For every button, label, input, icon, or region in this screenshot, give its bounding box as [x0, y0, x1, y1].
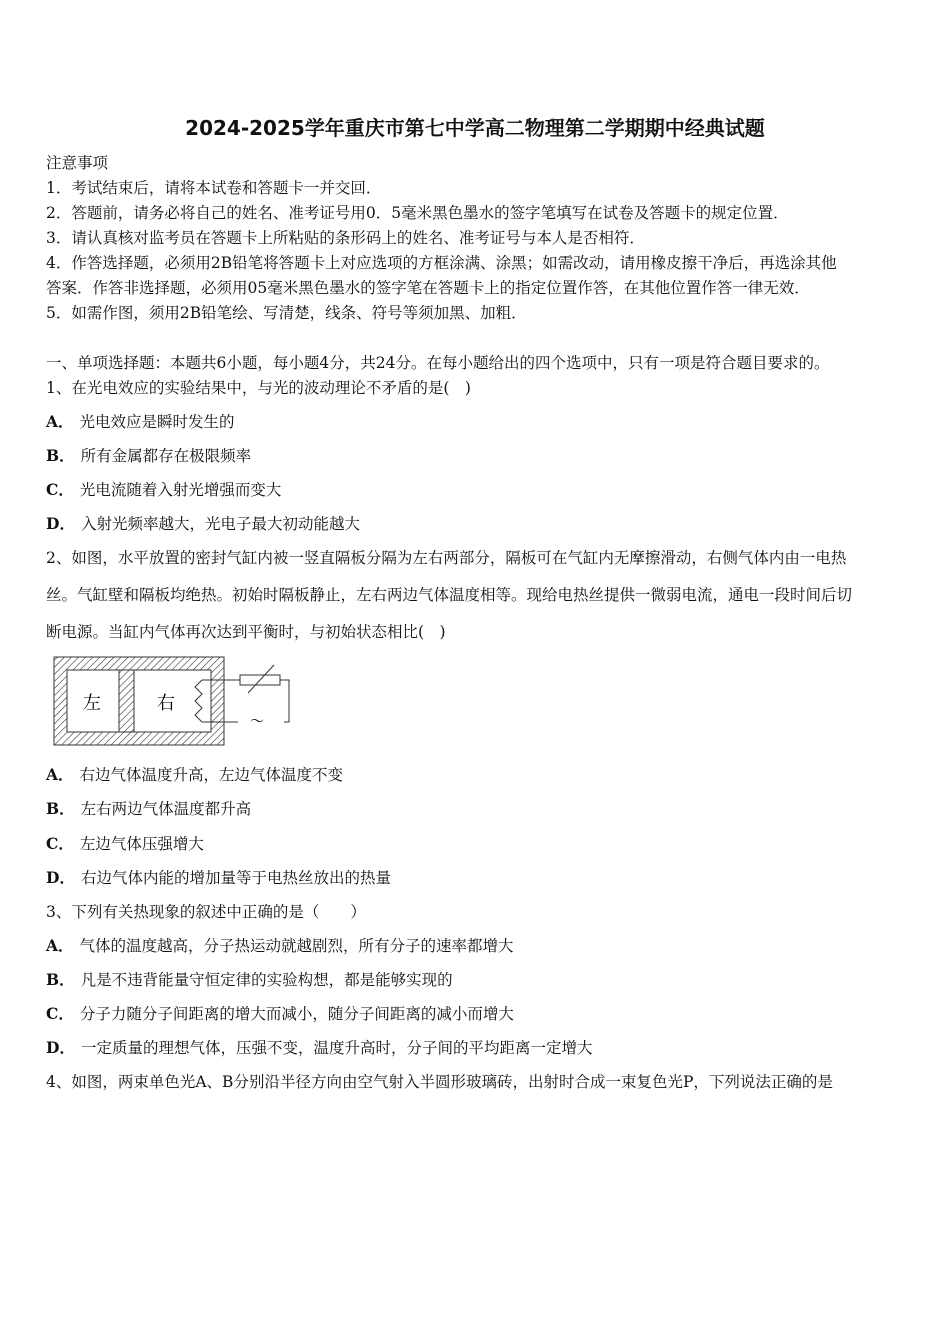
option-text: 入射光频率越大，光电子最大初动能越大 — [80, 515, 360, 533]
option-key: C． — [46, 1004, 74, 1023]
option-text: 所有金属都存在极限频率 — [80, 447, 252, 465]
option-text: 凡是不违背能量守恒定律的实验构想，都是能够实现的 — [80, 971, 453, 989]
question-2-stem: 丝。气缸壁和隔板均绝热。初始时隔板静止，左右两边气体温度相等。现给电热丝提供一微弱电流，通电一段时间后切 — [46, 586, 853, 604]
option-text: 右边气体内能的增加量等于电热丝放出的热量 — [80, 869, 391, 887]
q3-option-c — [46, 1002, 514, 1024]
cylinder-diagram — [52, 655, 302, 750]
option-text: 分子力随分子间距离的增大而减小，随分子间距离的减小而增大 — [79, 1005, 514, 1023]
question-1-stem: 1、在光电效应的实验结果中，与光的波动理论不矛盾的是( ) — [46, 379, 471, 397]
q2-option-b — [46, 797, 251, 819]
q2-option-c — [46, 832, 204, 854]
notice-item: 2．答题前，请务必将自己的姓名、准考证号用0．5毫米黑色墨水的签字笔填写在试卷及答题卡的规定位置． — [46, 204, 789, 222]
option-text: 气体的温度越高，分子热运动就越剧烈，所有分子的速率都增大 — [79, 937, 514, 955]
q1-option-b — [46, 444, 251, 466]
q3-option-a — [46, 934, 514, 956]
q2-option-a — [46, 763, 343, 785]
option-text: 右边气体温度升高，左边气体温度不变 — [79, 766, 344, 784]
option-key: D． — [46, 1038, 75, 1057]
q1-option-d — [46, 512, 360, 534]
question-2-stem: 2、如图，水平放置的密封气缸内被一竖直隔板分隔为左右两部分，隔板可在气缸内无摩擦滑动，右侧气体内由一电热 — [46, 549, 847, 567]
partition — [119, 670, 134, 732]
option-text: 光电效应是瞬时发生的 — [79, 413, 235, 431]
option-key: B． — [46, 970, 75, 989]
notice-item: 3．请认真核对监考员在答题卡上所粘贴的条形码上的姓名、准考证号与本人是否相符． — [46, 229, 645, 247]
q1-option-c — [46, 478, 281, 500]
q1-option-a — [46, 410, 235, 432]
option-key: B． — [46, 799, 75, 818]
notice-item: 1．考试结束后，请将本试卷和答题卡一并交回． — [46, 179, 382, 197]
page-title: 2024-2025学年重庆市第七中学高二物理第二学期期中经典试题 — [185, 116, 765, 140]
option-key: A． — [46, 936, 74, 955]
question-3-stem: 3、下列有关热现象的叙述中正确的是（ ） — [46, 903, 366, 921]
notice-item: 5．如需作图，须用2B铅笔绘、写清楚，线条、符号等须加黑、加粗． — [46, 304, 527, 322]
option-key: A． — [46, 412, 74, 431]
option-text: 左边气体压强增大 — [79, 835, 204, 853]
notice-heading: 注意事项 — [46, 154, 109, 172]
option-key: A． — [46, 765, 74, 784]
option-key: D． — [46, 868, 75, 887]
option-key: C． — [46, 834, 74, 853]
section-heading: 一、单项选择题：本题共6小题，每小题4分，共24分。在每小题给出的四个选项中，只有一项是符合题目要求的。 — [46, 354, 830, 372]
q3-option-d — [46, 1036, 592, 1058]
ac-source-icon: ～ — [250, 714, 264, 730]
q2-option-d — [46, 866, 391, 888]
option-key: D． — [46, 514, 75, 533]
option-text: 光电流随着入射光增强而变大 — [79, 481, 282, 499]
option-key: C． — [46, 480, 74, 499]
question-4-stem: 4、如图，两束单色光A、B分别沿半径方向由空气射入半圆形玻璃砖，出射时合成一束复色光P，下列说法正确的是 — [46, 1073, 833, 1091]
option-text: 一定质量的理想气体，压强不变，温度升高时，分子间的平均距离一定增大 — [80, 1039, 593, 1057]
option-text: 左右两边气体温度都升高 — [80, 800, 252, 818]
notice-item: 4．作答选择题，必须用2B铅笔将答题卡上对应选项的方框涂满、涂黑；如需改动，请用橡皮擦干净后，再选涂其他 — [46, 254, 837, 272]
q3-option-b — [46, 968, 453, 990]
notice-item: 答案．作答非选择题，必须用05毫米黑色墨水的签字笔在答题卡上的指定位置作答，在其他位置作答一律无效． — [46, 279, 810, 297]
left-label: 左 — [83, 693, 101, 714]
option-key: B． — [46, 446, 75, 465]
question-2-stem: 断电源。当缸内气体再次达到平衡时，与初始状态相比( ) — [46, 623, 446, 641]
right-label: 右 — [157, 693, 175, 714]
